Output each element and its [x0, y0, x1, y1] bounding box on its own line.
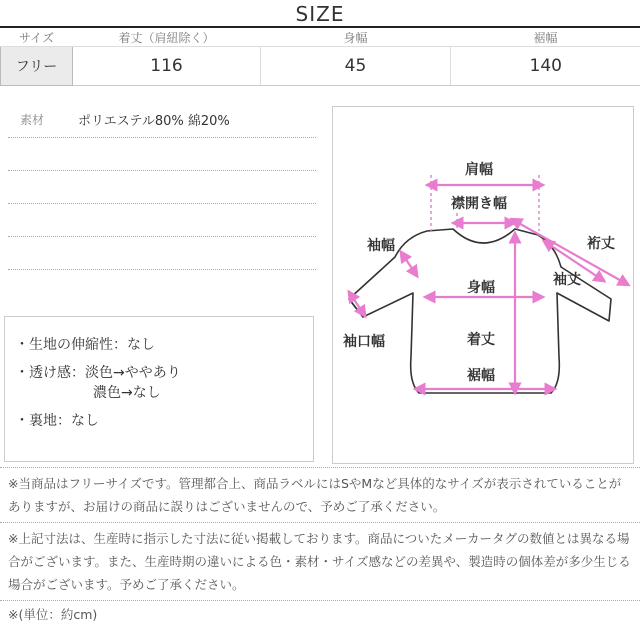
size-name-cell: フリー [1, 47, 73, 86]
table-row [1, 47, 640, 86]
material-value: ポリエステル80% 綿20% [78, 114, 230, 129]
hem-width-cell: 140 [451, 47, 640, 86]
neck-label: 襟開き幅 [451, 196, 507, 212]
cuff-label: 袖口幅 [343, 334, 385, 350]
divider [8, 138, 316, 171]
divider [8, 237, 316, 270]
sleeve-length-label: 袖丈 [553, 272, 581, 288]
note-measurements: ※上記寸法は、生産時に指示した寸法に従い掲載しております。商品についたメーカータグの数値とは異なる場合がございます。また、生産時期の違いによる色・素材・サイズ感などの差異や、製造時の個体差が多少生じる場合がございます。予めご了承ください。 [0, 522, 640, 600]
header-hem-width: 裾幅 [451, 28, 640, 47]
header-body-width: 身幅 [261, 28, 451, 47]
header-length: 着丈（肩紐除く） [73, 28, 261, 47]
length-cell: 116 [73, 47, 261, 86]
sleeve-width-label: 袖幅 [367, 238, 395, 254]
stretch-property: ・生地の伸縮性：なし [15, 337, 155, 353]
length-label: 着丈 [467, 332, 495, 348]
transparency-property [15, 363, 313, 403]
divider [8, 204, 316, 237]
shoulder-label: 肩幅 [465, 162, 493, 178]
size-table-header [1, 28, 640, 47]
header-size: サイズ [1, 28, 73, 47]
material-label: 素材 [20, 113, 45, 127]
transparency-dark: 濃色→なし [93, 385, 161, 401]
notes-section [0, 467, 640, 630]
material-row [8, 110, 316, 132]
lining-property: ・裏地：なし [15, 413, 99, 429]
page-title: SIZE [295, 2, 345, 26]
divider [8, 171, 316, 204]
yuki-label: 裄丈 [587, 236, 615, 252]
note-unit: ※(単位：約cm) [0, 600, 640, 630]
note-free-size: ※当商品はフリーサイズです。管理都合上、商品ラベルにはSやMなど具体的なサイズが表示されていることがありますが、お届けの商品に誤りはございませんので、予めご了承ください。 [0, 467, 640, 522]
material-section [8, 110, 316, 270]
body-width-cell: 45 [261, 47, 451, 86]
garment-diagram [332, 106, 634, 464]
body-width-label: 身幅 [467, 280, 495, 296]
size-table [0, 28, 640, 86]
transparency-light: ・透け感：淡色→ややあり [15, 365, 181, 381]
hem-label: 裾幅 [467, 368, 495, 384]
sleeve-width-arrow [403, 255, 415, 273]
fabric-properties [4, 316, 314, 462]
